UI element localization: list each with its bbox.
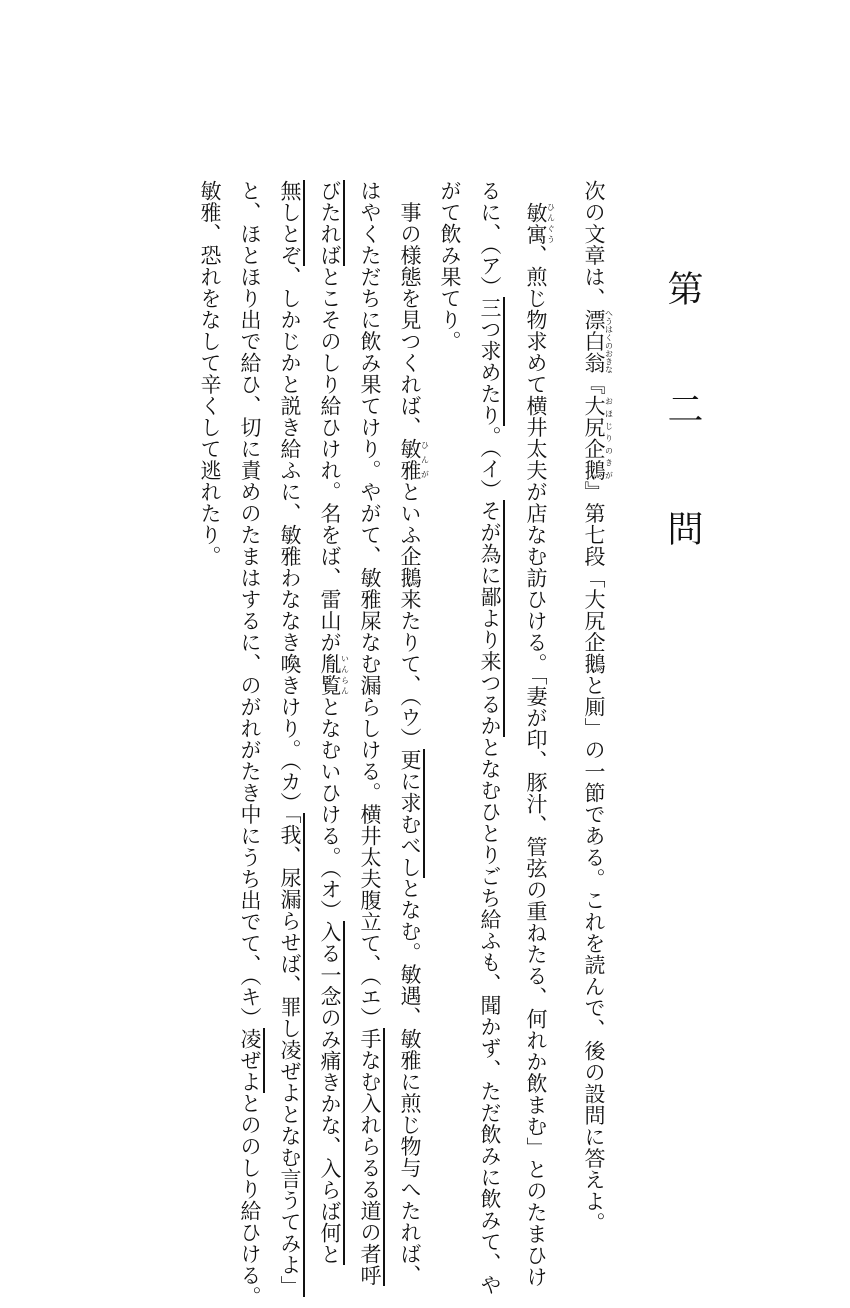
label-ka: （カ） <box>278 760 302 813</box>
underline-o-cont: 無しとぞ <box>278 180 305 266</box>
intro-line: 次の文章は、漂白翁へうはくのおきな『大尻企鵝おほじりのきが』第七段「大尻企鵝と厠」の一節である。これを読んで、後の設問に答えよ。 <box>582 180 614 1234</box>
paragraph-2-line-4: 無しとぞ、しかじかと説き給ふに、敏雅わななき喚きけり。（カ）「我、尿漏らせば、罪し凌ぜよとなむ言うてみよ」 <box>270 180 310 1060</box>
paragraph-2-line-3: びたればとこそのしり給ひけれ。名をば、雷山が胤覧いんらんとなむいひける。（オ）入る一念のみ痛きかな、入らば何と <box>318 180 350 1265</box>
passage <box>190 180 614 1308</box>
label-ki: （キ） <box>238 975 262 1028</box>
underline-u: 更に求むべし <box>398 749 425 878</box>
ruby-word: 胤覧いんらん <box>318 653 350 696</box>
work-title: 大尻企鵝おほじりのきが <box>582 395 614 481</box>
underline-e: 手なむ入れらるる道の者呼 <box>358 1028 385 1286</box>
paragraph-1-line-3: がて飲み果てり。 <box>438 180 462 352</box>
underline-ka: 「我、尿漏らせば、罪し凌ぜよとなむ言うてみよ」 <box>278 813 305 1297</box>
label-o: （オ） <box>318 868 342 921</box>
paragraph-1-line-1: 敏寓ひんぐう、煎じ物求めて横井太夫が店なむ訪ひける。「妻が印、豚汁、管弦の重ねたる、何れか飲まむ」とのたまひけ <box>524 201 556 1288</box>
label-i: （イ） <box>478 447 502 500</box>
paragraph-2-line-6: 敏雅、恐れをなして辛くして逃れたり。 <box>198 180 222 567</box>
label-e: （エ） <box>358 975 382 1028</box>
underline-o: 入る一念のみ痛きかな、入らば何と <box>318 921 345 1265</box>
paragraph-1-line-2: るに、（ア）三つ求めたり。（イ）そが為に鄙より来つるかとなむひとりごち給ふも、聞かず、ただ飲みに飲みて、や <box>470 180 510 1060</box>
paragraph-2-line-1: 事の様態を見つくれば、敏雅ひんがといふ企鵝来たりて、（ウ）更に求むべしとなむ。敏遇、敏雅に煎じ物与へたれば、 <box>398 201 430 1286</box>
underline-i: そが為に鄙より来つるか <box>478 500 505 737</box>
character-name: 敏寓ひんぐう <box>524 201 556 245</box>
paragraph-2-line-2: はやくただちに飲み果てけり。やがて、敏雅屎なむ漏らしける。横井太夫腹立て、（エ）手なむ入れらるる道の者呼 <box>350 180 390 1060</box>
page-title: 第 二 問 <box>662 270 703 570</box>
paragraph-2-line-5: と、ほとほり出で給ひ、切に責めのたまはするに、のがれがたき中にうち出でて、（キ）凌ぜよとののしり給ひける。 <box>230 180 270 1060</box>
underline-a: 三つ求めたり <box>478 297 505 426</box>
character-name: 敏雅ひんが <box>398 438 430 481</box>
underline-ki: 凌ぜよ <box>238 1028 265 1093</box>
label-a: （ア） <box>478 244 502 297</box>
author-name: 漂白翁へうはくのおきな <box>582 309 614 374</box>
underline-e-cont: びたれば <box>318 180 345 266</box>
label-u: （ウ） <box>398 696 422 749</box>
